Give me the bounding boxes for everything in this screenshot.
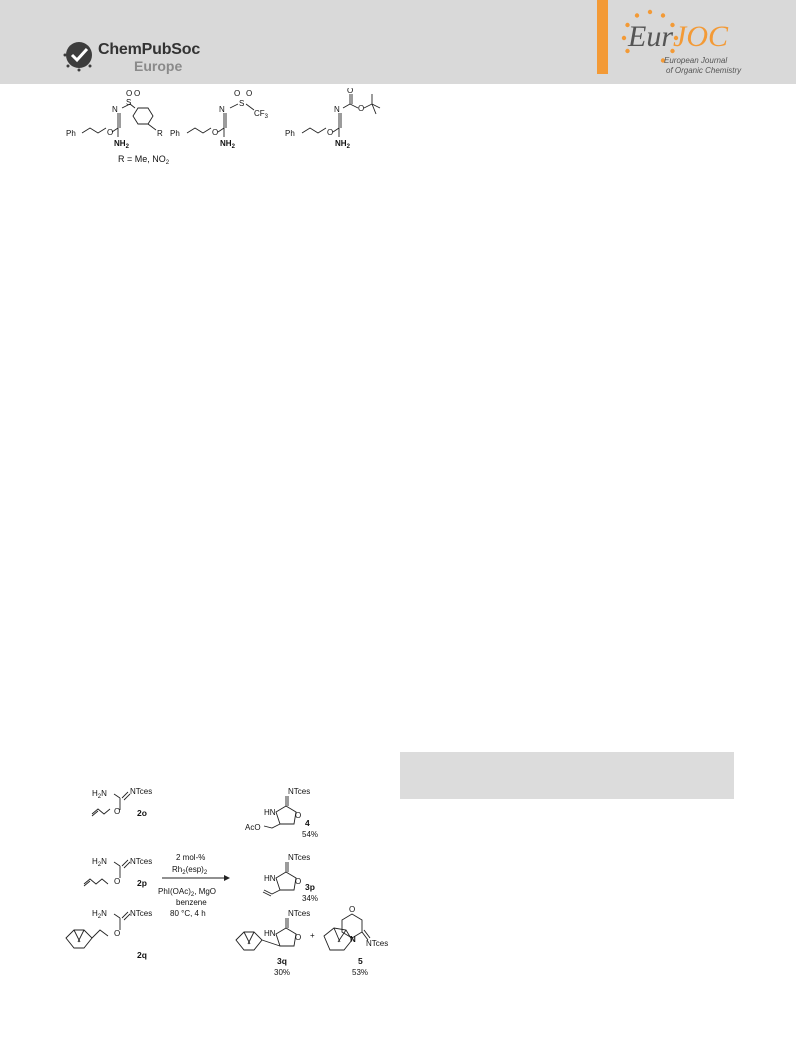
s1-nh2: $NH_2$ <box>114 139 129 150</box>
journal-full-line2: of Organic Chemistry <box>666 66 742 75</box>
p3p-hn: HN <box>264 874 276 883</box>
p5-ntces: NTces <box>366 939 389 948</box>
s2-o1: O <box>234 89 241 98</box>
journal-logo-eur: Eur <box>628 20 673 53</box>
product-3p <box>263 853 318 903</box>
s2-o2: O <box>246 89 253 98</box>
r1-h2n: $H_2N$ <box>92 789 107 800</box>
r2-o: O <box>114 877 121 886</box>
p5-yield: 53% <box>352 968 369 977</box>
publisher-sub: Europe <box>134 58 183 74</box>
s2-cf3: $CF_3$ <box>254 109 269 120</box>
product-3q <box>236 909 310 977</box>
s2-o: O <box>212 128 219 137</box>
eurjoc-logo <box>612 6 782 78</box>
reactant-2q <box>66 909 152 960</box>
p5-o: O <box>349 905 356 914</box>
reaction-scheme-figure <box>62 780 392 980</box>
r1-o: O <box>114 807 121 816</box>
shaded-text-box <box>400 752 734 799</box>
p3q-num: 3q <box>277 956 287 966</box>
p5-n: N <box>350 935 356 944</box>
p3q-ntces: NTces <box>288 909 311 918</box>
s1-o1: O <box>126 89 133 98</box>
p5-num: 5 <box>358 956 363 966</box>
journal-logo-joc: JOC <box>673 20 728 53</box>
s2-n: N <box>219 105 225 114</box>
s1-s: S <box>126 98 132 107</box>
p3p-ntces: NTces <box>288 853 311 862</box>
r3-h2n: $H_2N$ <box>92 909 107 920</box>
s3-o-ester: O <box>358 104 365 113</box>
cond-line3: $PhI(OAc)_2$, MgO <box>158 887 217 898</box>
reaction-conditions <box>158 853 230 918</box>
s1-r: R <box>157 129 163 138</box>
journal-logo-text <box>628 20 728 54</box>
p4-o: O <box>295 811 302 820</box>
s3-o: O <box>327 128 334 137</box>
r3-num: 2q <box>137 950 147 960</box>
s3-o-carbonyl: O <box>347 88 354 95</box>
publisher-name: ChemPubSoc <box>98 41 201 58</box>
p4-aco: AcO <box>245 823 261 832</box>
s1-ph: Ph <box>66 129 76 138</box>
s3-nh2: $NH_2$ <box>335 139 350 150</box>
r1-num: 2o <box>137 808 147 818</box>
cond-line4: benzene <box>176 898 207 907</box>
r1-ntces: NTces <box>130 787 153 796</box>
p4-ntces: NTces <box>288 787 311 796</box>
p3q-hn: HN <box>264 929 276 938</box>
s2-nh2: $NH_2$ <box>220 139 235 150</box>
cond-line1: 2 mol-% <box>176 853 206 862</box>
structure-triflyl <box>170 89 269 150</box>
p3p-yield: 34% <box>302 894 319 903</box>
r2-ntces: NTces <box>130 857 153 866</box>
plus-sign: + <box>310 931 315 940</box>
substrate-structures-figure <box>62 88 392 168</box>
product-5 <box>324 905 388 977</box>
s2-s: S <box>239 99 245 108</box>
journal-full-line1: European Journal <box>664 56 728 65</box>
chempubsoc-mark-icon <box>62 38 96 72</box>
p3q-yield: 30% <box>274 968 291 977</box>
p3p-o: O <box>295 877 302 886</box>
r3-o: O <box>114 929 121 938</box>
p4-hn: HN <box>264 808 276 817</box>
s1-caption: R = Me, $NO_2$ <box>118 154 170 166</box>
s1-o: O <box>107 128 114 137</box>
s1-n: N <box>112 105 118 114</box>
journal-accent-bar <box>597 0 608 74</box>
r2-h2n: $H_2N$ <box>92 857 107 868</box>
s2-ph: Ph <box>170 129 180 138</box>
r2-num: 2p <box>137 878 147 888</box>
cond-line2: $Rh_2(esp)_2$ <box>172 865 208 876</box>
p4-num: 4 <box>305 818 310 828</box>
reactant-2p <box>84 857 152 888</box>
chempubsoc-logo <box>62 38 242 78</box>
r3-ntces: NTces <box>130 909 153 918</box>
reactant-2o <box>92 787 152 818</box>
s3-n: N <box>334 105 340 114</box>
product-4 <box>245 787 318 839</box>
s1-o2: O <box>134 89 141 98</box>
s3-ph: Ph <box>285 129 295 138</box>
p3p-num: 3p <box>305 882 315 892</box>
p3q-o: O <box>295 933 302 942</box>
structure-boc <box>285 88 380 150</box>
structure-arylsulfonyl <box>66 89 170 166</box>
cond-line5: 80 °C, 4 h <box>170 909 206 918</box>
p4-yield: 54% <box>302 830 319 839</box>
